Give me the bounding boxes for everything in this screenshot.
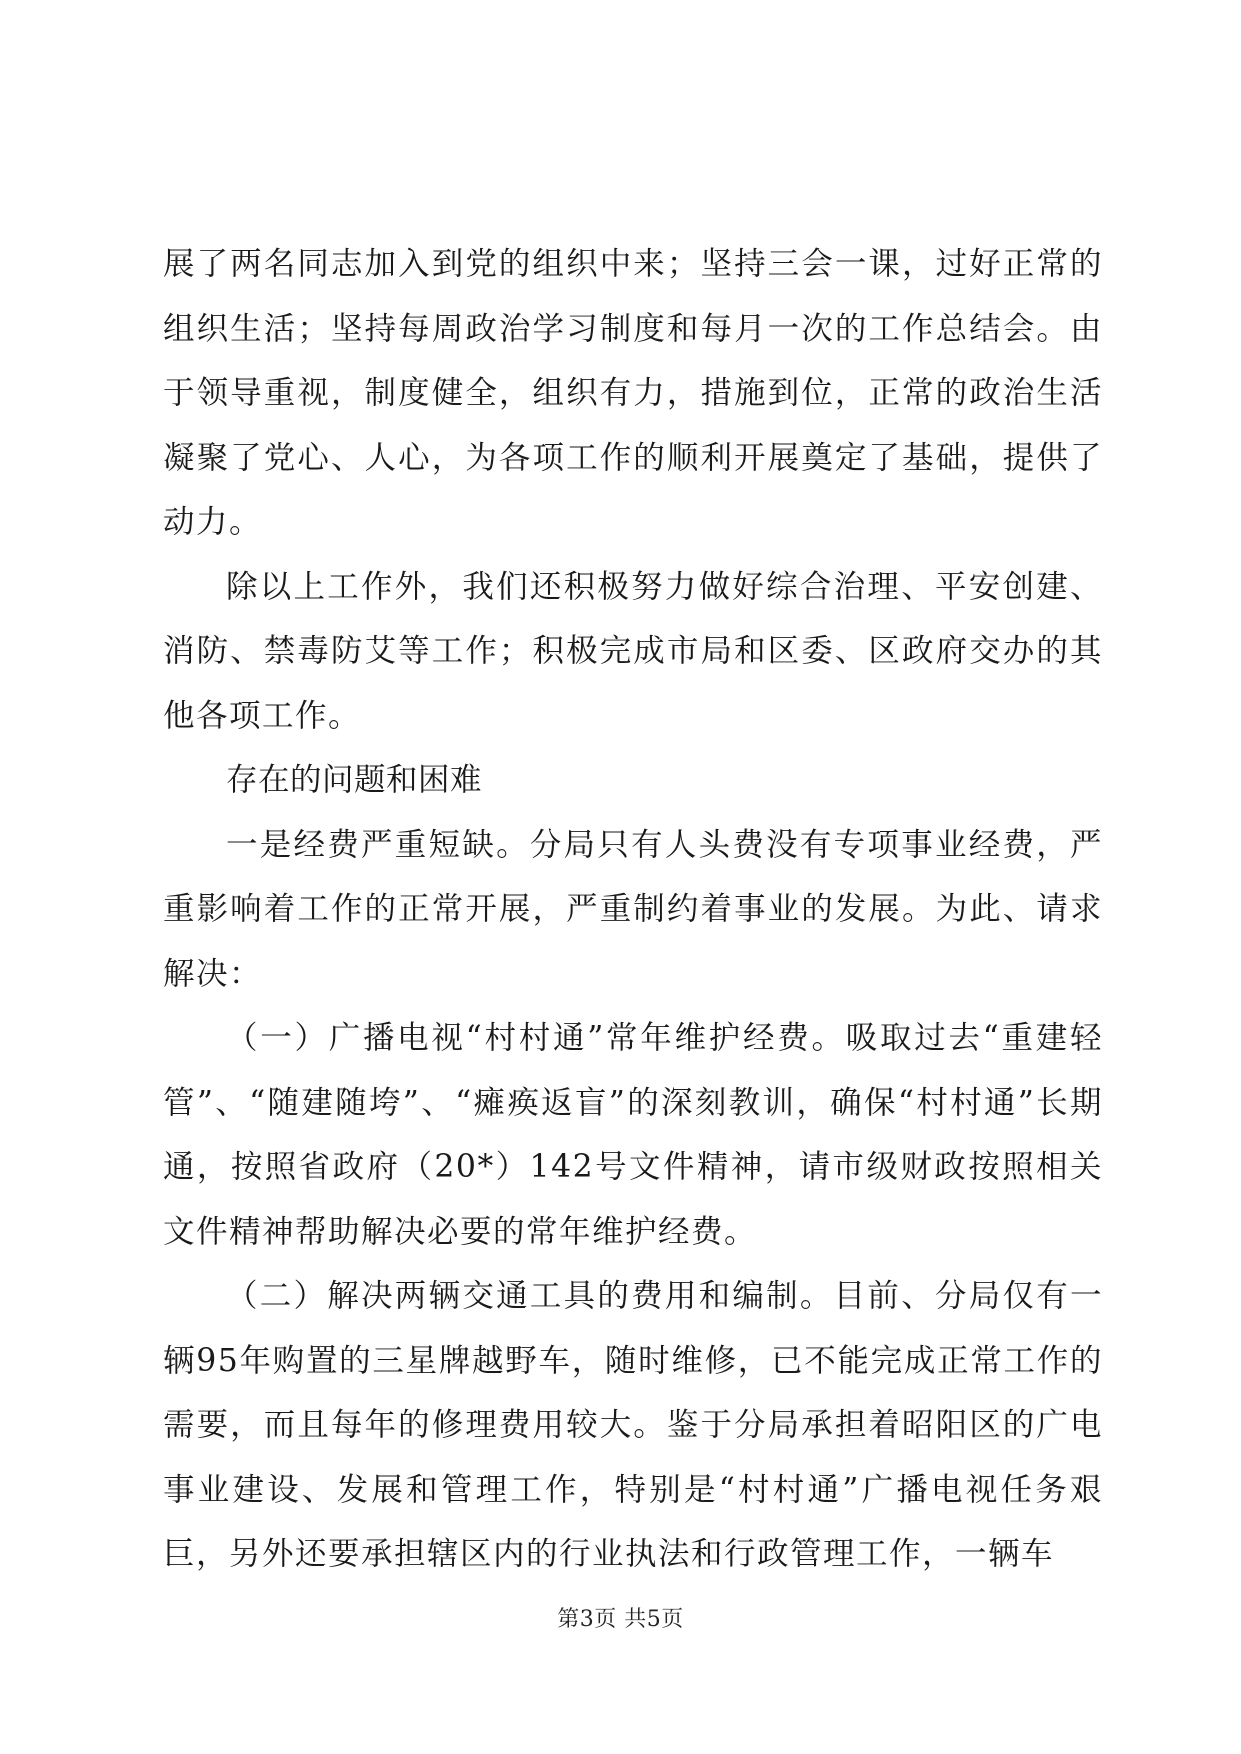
- paragraph-item-one: （一）广播电视“村村通”常年维护经费。吸取过去“重建轻管”、“随建随垮”、“瘫痪返盲”的深刻教训，确保“村村通”长期通，按照省政府（20*）142号文件精神，请市级财政按照相关文件精神帮助解决必要的常年维护经费。: [163, 1020, 1103, 1250]
- paragraph-other-work: 除以上工作外，我们还积极努力做好综合治理、平安创建、消防、禁毒防艾等工作；积极完成市局和区委、区政府交办的其他各项工作。: [163, 568, 1103, 734]
- document-body: [163, 232, 1103, 1587]
- paragraph-funding-shortage: 一是经费严重短缺。分局只有人头费没有专项事业经费，严重影响着工作的正常开展，严重制约着事业的发展。为此、请求解决：: [163, 826, 1103, 992]
- paragraph-party-organization: 展了两名同志加入到党的组织中来；坚持三会一课，过好正常的组织生活；坚持每周政治学习制度和每月一次的工作总结会。由于领导重视，制度健全，组织有力，措施到位，正常的政治生活凝聚了党心、人心，为各项工作的顺利开展奠定了基础，提供了动力。: [163, 246, 1103, 540]
- paragraph-item-two: （二）解决两辆交通工具的费用和编制。目前、分局仅有一辆95年购置的三星牌越野车，随时维修，已不能完成正常工作的需要，而且每年的修理费用较大。鉴于分局承担着昭阳区的广电事业建设、发展和管理工作，特别是“村村通”广播电视任务艰巨，另外还要承担辖区内的行业执法和行政管理工作，一辆车: [163, 1278, 1103, 1572]
- page-footer: 第3页 共5页: [557, 1607, 684, 1632]
- section-heading-problems: 存在的问题和困难: [226, 762, 483, 798]
